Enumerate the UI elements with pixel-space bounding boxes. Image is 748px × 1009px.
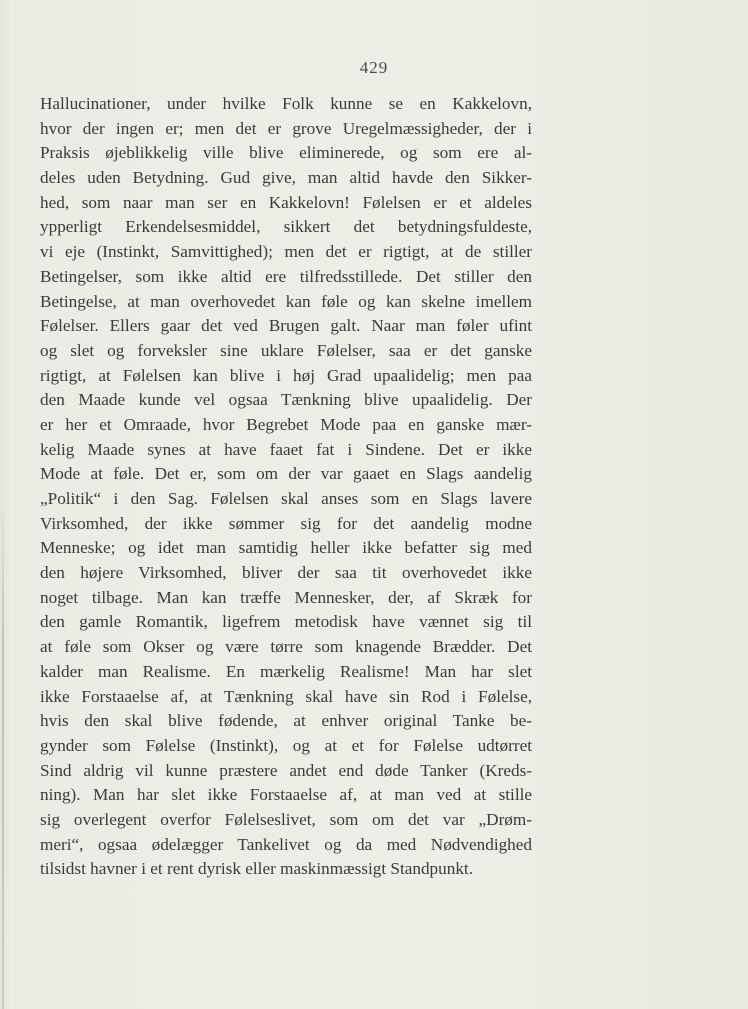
text-line: hvis den skal blive fødende, at enhver original Tanke be- xyxy=(40,711,532,731)
text-line: Praksis øjeblikkelig ville blive eliminerede, og som ere al- xyxy=(40,143,532,163)
text-line: Følelser. Ellers gaar det ved Brugen galt. Naar man føler ufint xyxy=(40,316,532,336)
text-line: og slet og forveksler sine uklare Følelser, saa er det ganske xyxy=(40,340,532,360)
text-line: deles uden Betydning. Gud give, man altid havde den Sikker- xyxy=(40,168,532,188)
text-line: tilsidst havner i et rent dyrisk eller maskinmæssigt Standpunkt. xyxy=(40,859,473,879)
text-line: den gamle Romantik, ligefrem metodisk have vænnet sig til xyxy=(40,612,532,632)
text-line: gynder som Følelse (Instinkt), og at et for Følelse udtørret xyxy=(40,735,532,755)
text-line: vi eje (Instinkt, Samvittighed); men det er rigtigt, at de stiller xyxy=(40,242,532,262)
text-line: ikke Forstaaelse af, at Tænkning skal have sin Rod i Følelse, xyxy=(40,686,532,706)
text-line: Betingelser, som ikke altid ere tilfredsstillede. Det stiller den xyxy=(40,266,532,286)
text-line: kelig Maade synes at have faaet fat i Sindene. Det er ikke xyxy=(40,439,532,459)
page-binding-edge xyxy=(2,500,4,1009)
text-line: kalder man Realisme. En mærkelig Realisme! Man har slet xyxy=(40,661,532,681)
text-line: Hallucinationer, under hvilke Folk kunne se en Kakkelovn, xyxy=(40,94,532,113)
text-line: Virksomhed, der ikke sømmer sig for det aandelig modne xyxy=(40,513,532,533)
page-number: 429 xyxy=(359,58,389,77)
text-line: noget tilbage. Man kan træffe Mennesker, der, af Skræk for xyxy=(40,587,532,607)
text-line: Sind aldrig vil kunne præstere andet end døde Tanker (Kreds- xyxy=(40,760,532,780)
text-line: ning). Man har slet ikke Forstaaelse af, at man ved at stille xyxy=(40,785,532,805)
text-line: den Maade kunde vel ogsaa Tænkning blive upaalidelig. Der xyxy=(40,390,532,410)
text-line: ypperligt Erkendelsesmiddel, sikkert det betydningsfuldeste, xyxy=(40,217,532,237)
text-line: at føle som Okser og være tørre som knagende Brædder. Det xyxy=(40,637,532,657)
text-line: Mode at føle. Det er, som om der var gaaet en Slags aandelig xyxy=(40,464,532,484)
text-line: hvor der ingen er; men det er grove Uregelmæssigheder, der i xyxy=(40,118,532,138)
text-line: den højere Virksomhed, bliver der saa tit overhovedet ikke xyxy=(40,563,532,583)
text-line: meri“, ogsaa ødelægger Tankelivet og da med Nødvendighed xyxy=(40,834,532,854)
text-line: hed, som naar man ser en Kakkelovn! Følelsen er et aldeles xyxy=(40,192,532,212)
text-line: rigtigt, at Følelsen kan blive i høj Grad upaalidelig; men paa xyxy=(40,365,532,385)
text-line: sig overlegent overfor Følelseslivet, som om det var „Drøm- xyxy=(40,809,532,829)
text-line: Betingelse, at man overhovedet kan føle og kan skelne imellem xyxy=(40,291,532,311)
text-line: er her et Omraade, hvor Begrebet Mode paa en ganske mær- xyxy=(40,414,532,434)
text-line: Menneske; og idet man samtidig heller ikke befatter sig med xyxy=(40,538,532,558)
body-text xyxy=(40,92,532,882)
text-line: „Politik“ i den Sag. Følelsen skal anses som en Slags lavere xyxy=(40,489,532,508)
